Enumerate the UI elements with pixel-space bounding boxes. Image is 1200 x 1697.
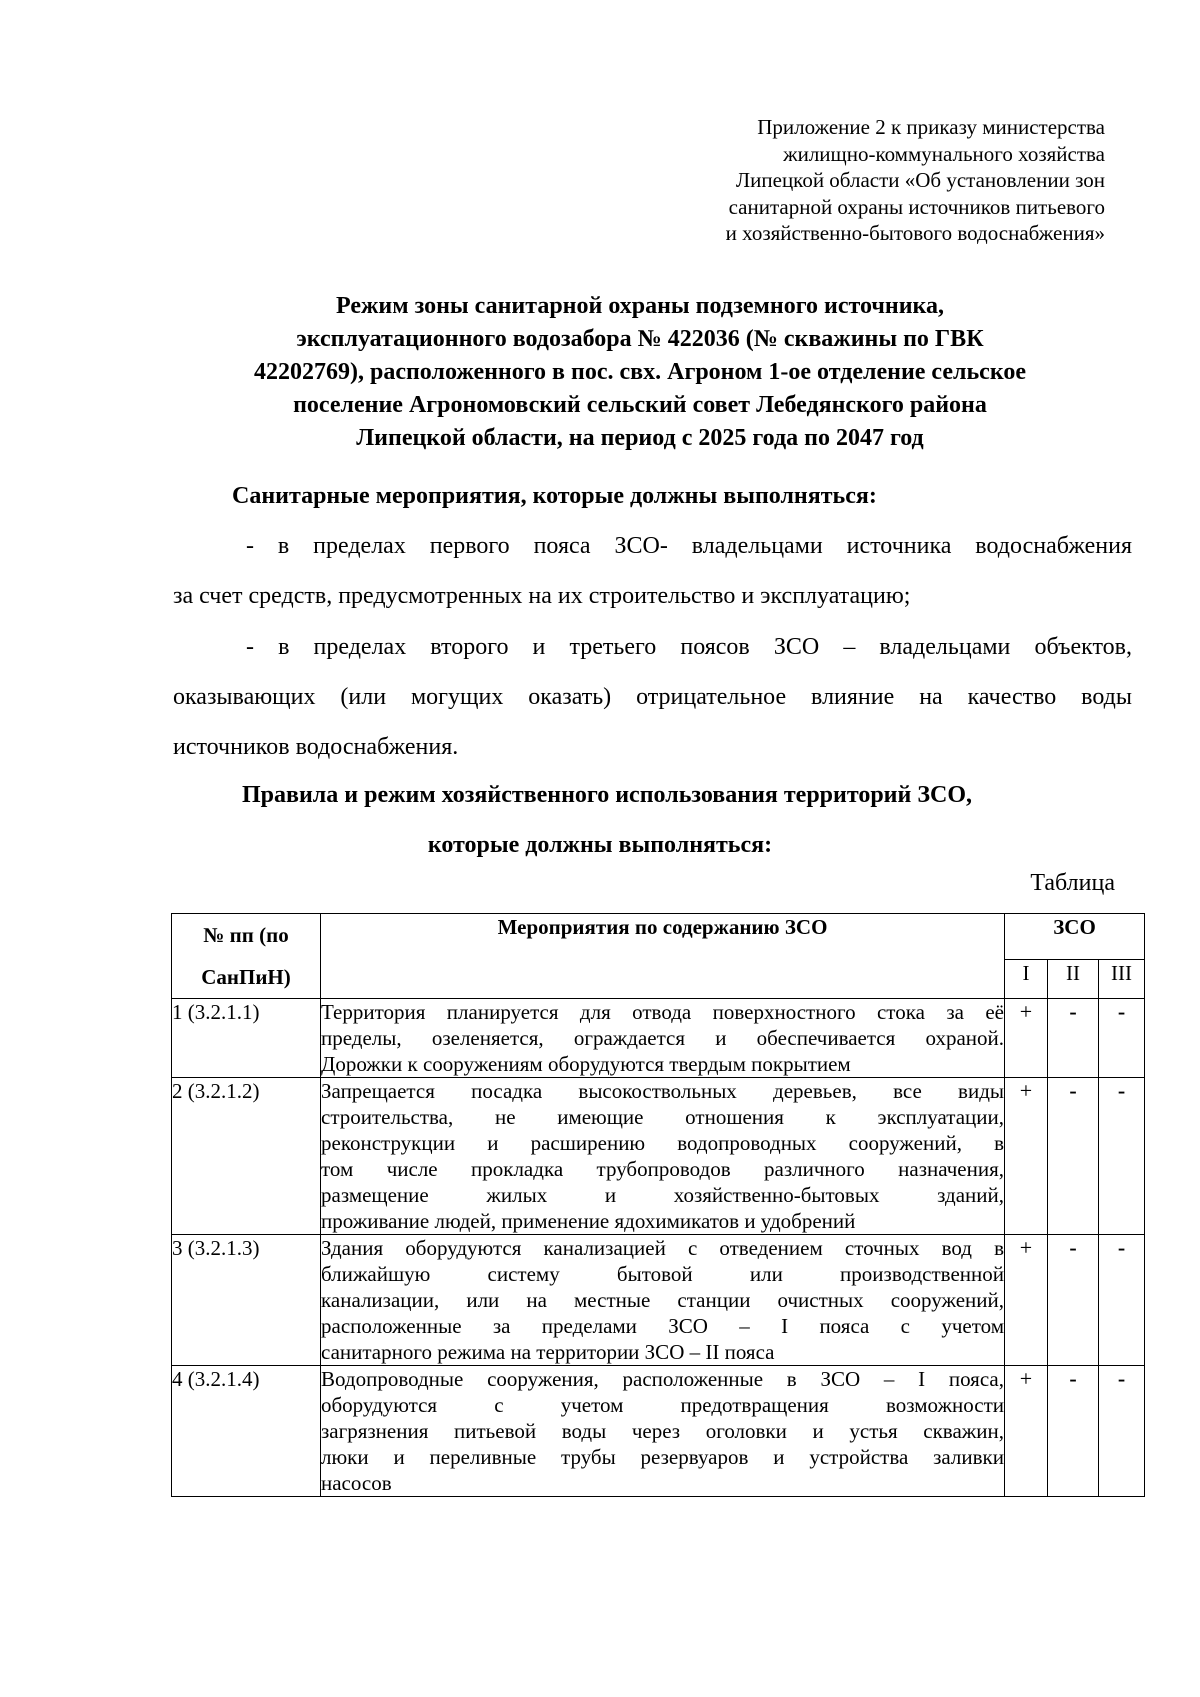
row-text-line: насосов	[321, 1471, 392, 1495]
row-text-line: расположенные за пределами ЗСО – I пояса с учетом	[321, 1314, 1004, 1338]
row-text-line: Дорожки к сооружениям оборудуются твердым покрытием	[321, 1052, 851, 1076]
sanitary-item2-line3: источников водоснабжения.	[173, 734, 459, 760]
table-header-row	[172, 914, 1145, 960]
title-line: Режим зоны санитарной охраны подземного источника,	[336, 293, 944, 319]
header-number-line2: СанПиН)	[201, 965, 291, 989]
row-text-line: размещение жилых и хозяйственно-бытовых зданий,	[321, 1183, 1004, 1207]
rules-heading-line2: которые должны выполняться:	[427, 832, 773, 858]
mark-belt-3: -	[1099, 1366, 1145, 1497]
mark-belt-3: -	[1099, 999, 1145, 1078]
row-text-line: ближайшую систему бытовой или производственной	[321, 1262, 1004, 1286]
row-text-line: санитарного режима на территории ЗСО – II пояса	[321, 1340, 775, 1364]
title-line: Липецкой области, на период с 2025 года по 2047 год	[356, 425, 924, 451]
title-line: эксплуатационного водозабора № 422036 (№ скважины по ГВК	[296, 326, 984, 352]
title-line: поселение Агрономовский сельский совет Лебедянского района	[293, 392, 987, 418]
appendix-line: жилищно-коммунального хозяйства	[783, 141, 1105, 166]
appendix-line: Приложение 2 к приказу министерства	[757, 115, 1105, 139]
row-description	[321, 1078, 1005, 1235]
table-caption: Таблица	[1030, 870, 1115, 896]
row-description	[321, 1366, 1005, 1497]
row-text-line: Водопроводные сооружения, расположенные в ЗСО – I пояса,	[321, 1367, 1004, 1391]
mark-belt-2: -	[1048, 999, 1099, 1078]
row-text-line: пределы, озеленяется, ограждается и обеспечивается охраной.	[321, 1026, 1004, 1050]
title-line: 42202769), расположенного в пос. свх. Агроном 1-ое отделение сельское	[253, 359, 1026, 385]
sanitary-item2-line1: - в пределах второго и третьего поясов ЗСО – владельцами объектов,	[246, 634, 1132, 660]
appendix-line: и хозяйственно-бытового водоснабжения»	[725, 221, 1105, 245]
mark-belt-1: +	[1005, 999, 1048, 1078]
table-row	[172, 999, 1145, 1078]
appendix-line: санитарной охраны источников питьевого	[728, 194, 1105, 219]
table-row	[172, 1366, 1145, 1497]
header-belt-1: I	[1005, 959, 1048, 998]
row-text-line: том числе прокладка трубопроводов различного назначения,	[321, 1157, 1004, 1181]
appendix-line: Липецкой области «Об установлении зон	[735, 168, 1105, 192]
header-belt-3: III	[1099, 959, 1145, 998]
row-text-line: строительства, не имеющие отношения к эксплуатации,	[321, 1105, 1004, 1129]
header-belt-2: II	[1048, 959, 1099, 998]
sanitary-item1-line1: - в пределах первого пояса ЗСО- владельцами источника водоснабжения	[246, 533, 1132, 559]
zso-table	[171, 913, 1145, 1497]
row-number: 2 (3.2.1.2)	[172, 1078, 321, 1235]
rules-heading-line1: Правила и режим хозяйственного использования территорий ЗСО,	[242, 782, 972, 808]
row-text-line: загрязнения питьевой воды через оголовки и устья скважин,	[321, 1419, 1004, 1443]
appendix-note	[560, 114, 1105, 247]
sanitary-heading: Санитарные мероприятия, которые должны выполняться:	[232, 483, 877, 509]
document-title	[170, 290, 1110, 455]
mark-belt-1: +	[1005, 1235, 1048, 1366]
mark-belt-2: -	[1048, 1366, 1099, 1497]
row-text-line: проживание людей, применение ядохимикатов и удобрений	[321, 1209, 856, 1233]
mark-belt-2: -	[1048, 1235, 1099, 1366]
mark-belt-1: +	[1005, 1078, 1048, 1235]
row-number: 4 (3.2.1.4)	[172, 1366, 321, 1497]
row-number: 1 (3.2.1.1)	[172, 999, 321, 1078]
mark-belt-1: +	[1005, 1366, 1048, 1497]
table-row	[172, 1078, 1145, 1235]
mark-belt-2: -	[1048, 1078, 1099, 1235]
row-text-line: Здания оборудуются канализацией с отведением сточных вод в	[321, 1236, 1004, 1260]
row-number: 3 (3.2.1.3)	[172, 1235, 321, 1366]
row-description	[321, 1235, 1005, 1366]
row-text-line: Запрещается посадка высокоствольных деревьев, все виды	[321, 1079, 1004, 1103]
header-number-line1: № пп (по	[203, 923, 289, 947]
row-text-line: люки и переливные трубы резервуаров и устройства заливки	[321, 1445, 1004, 1469]
header-number	[172, 914, 321, 999]
row-text-line: оборудуются с учетом предотвращения возможности	[321, 1393, 1004, 1417]
row-description	[321, 999, 1005, 1078]
table-row	[172, 1235, 1145, 1366]
mark-belt-3: -	[1099, 1078, 1145, 1235]
sanitary-item2-line2: оказывающих (или могущих оказать) отрицательное влияние на качество воды	[173, 684, 1132, 710]
row-text-line: канализации, или на местные станции очистных сооружений,	[321, 1288, 1004, 1312]
header-measures: Мероприятия по содержанию ЗСО	[321, 914, 1005, 999]
row-text-line: Территория планируется для отвода поверхностного стока за её	[321, 1000, 1004, 1024]
sanitary-item1-line2: за счет средств, предусмотренных на их строительство и эксплуатацию;	[173, 583, 911, 609]
row-text-line: реконструкции и расширению водопроводных сооружений, в	[321, 1131, 1004, 1155]
header-zso: ЗСО	[1005, 914, 1145, 960]
mark-belt-3: -	[1099, 1235, 1145, 1366]
